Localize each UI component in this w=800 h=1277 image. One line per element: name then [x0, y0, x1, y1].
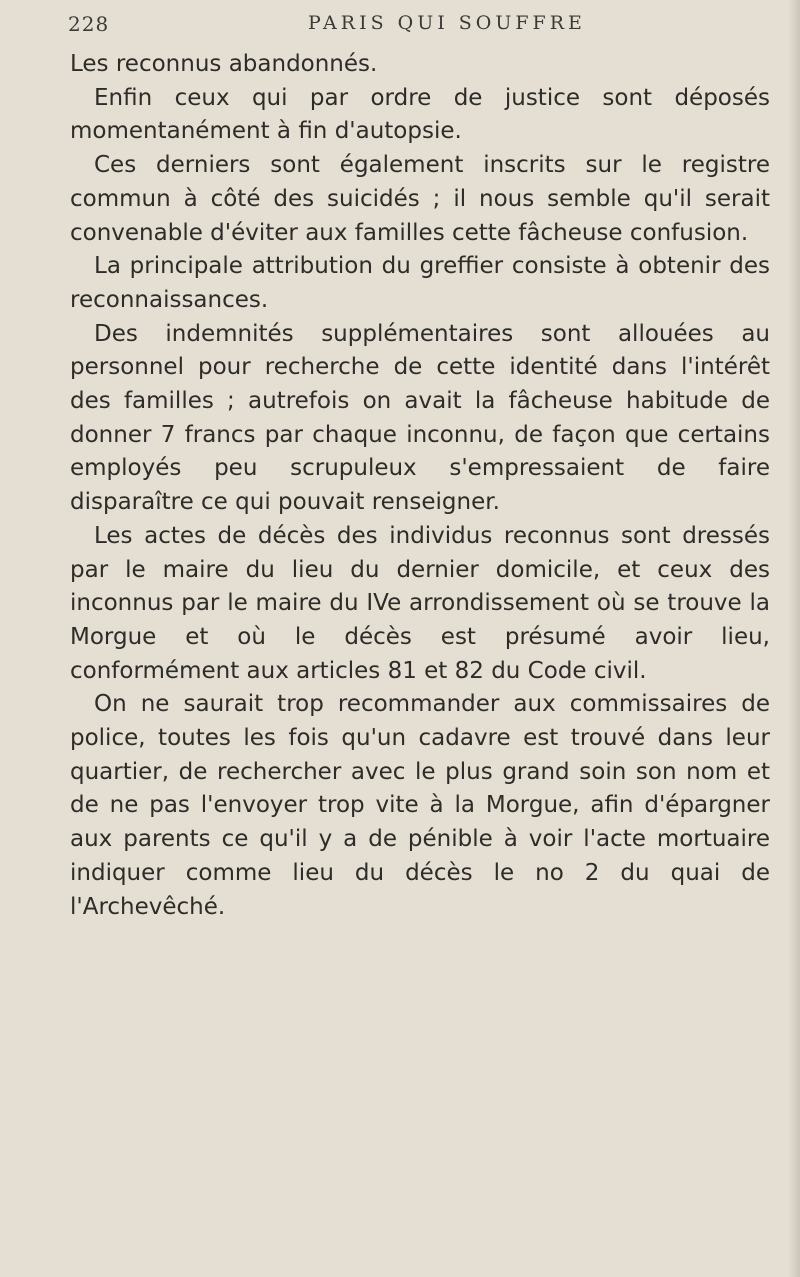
- page-edge-shadow: [788, 0, 800, 1277]
- page-number: 228: [68, 12, 110, 36]
- paragraph-registre: Ces derniers sont également inscrits sur le registre commun à côté des suicidés ; il nous semble qu'il serait convenable d'éviter aux familles cette fâcheuse confusion.: [70, 152, 770, 246]
- paragraph-indemnites: Des indemnités supplémentaires sont allouées au personnel pour recherche de cette identité dans l'intérêt des familles ; autrefois on avait la fâcheuse habitude de donner 7 francs par chaque inconnu, de façon que certains employés peu scrupuleux s'empressaient de faire disparaître ce qui pouvait renseigner.: [70, 320, 770, 516]
- page-header: [68, 12, 773, 42]
- paragraph-commissaires: On ne saurait trop recommander aux commissaires de police, toutes les fois qu'un cadavre est trouvé dans leur quartier, de rechercher avec le plus grand soin son nom et de ne pas l'envoyer trop vite à la Morgue, afin d'épargner aux parents ce qu'il y a de pénible à voir l'acte mortuaire indiquer comme lieu du décès le no 2 du quai de l'Archevêché.: [70, 691, 770, 920]
- paragraph-greffier: La principale attribution du greffier consiste à obtenir des reconnaissances.: [70, 253, 770, 313]
- paragraph-actes-de-deces: Les actes de décès des individus reconnus sont dressés par le maire du lieu du dernier domicile, et ceux des inconnus par le maire du IVe arrondissement où se trouve la Morgue et où le décès est présumé avoir lieu, conformément aux articles 81 et 82 du Code civil.: [70, 522, 770, 684]
- paragraph-reconnus-abandonnes: Les reconnus abandonnés.: [70, 51, 378, 77]
- body-text: [70, 48, 770, 924]
- running-title: PARIS QUI SOUFFRE: [308, 12, 586, 34]
- paragraph-autopsie: Enfin ceux qui par ordre de justice sont déposés momentanément à fin d'autopsie.: [70, 84, 770, 145]
